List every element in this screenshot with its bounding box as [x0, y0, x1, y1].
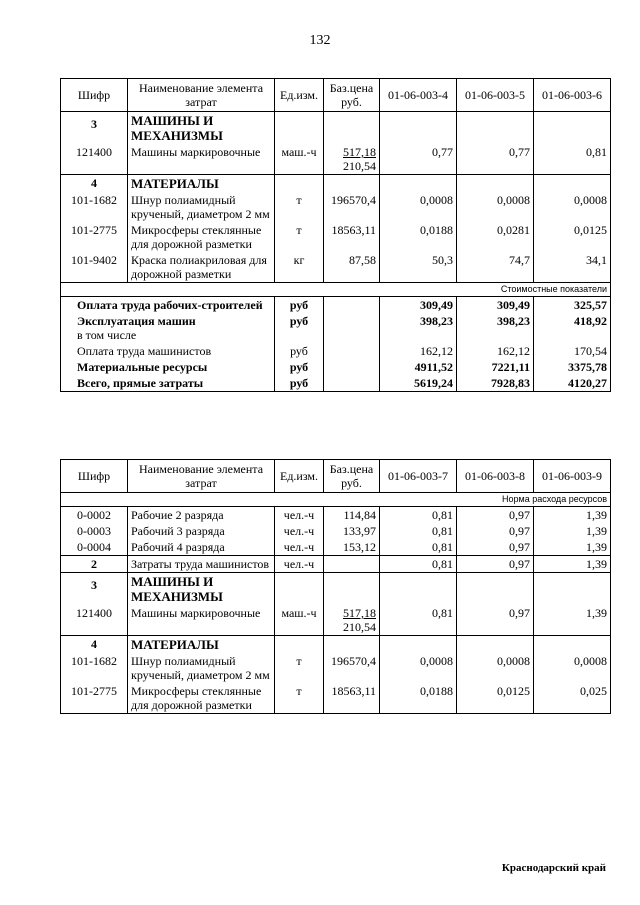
cell-code: 101-1682 — [61, 653, 128, 683]
cost-value: 309,49 — [457, 297, 534, 314]
cost-value: 5619,24 — [380, 375, 457, 392]
cell-name: Рабочий 4 разряда — [128, 539, 275, 556]
cell-value: 0,81 — [380, 556, 457, 573]
cost-value: 418,92 — [534, 313, 611, 343]
cell-unit: т — [275, 683, 324, 714]
table-row — [61, 507, 611, 524]
cell-name: Микросферы стеклянные для дорожной разметки — [128, 222, 275, 252]
header-col-1: 01-06-003-7 — [380, 460, 457, 493]
cost-value: 162,12 — [457, 343, 534, 359]
cost-value: 325,57 — [534, 297, 611, 314]
band-row — [61, 493, 611, 507]
header-base-price: Баз.цена руб. — [324, 79, 380, 112]
cost-row — [61, 297, 611, 314]
cell-unit: чел.-ч — [275, 507, 324, 524]
cell-unit: маш.-ч — [275, 144, 324, 175]
cell-value: 0,0125 — [534, 222, 611, 252]
cell-unit: т — [275, 222, 324, 252]
estimate-table-1 — [60, 78, 611, 392]
header-code: Шифр — [61, 79, 128, 112]
cell-value: 0,81 — [380, 539, 457, 556]
table-row — [61, 556, 611, 573]
cell-code: 101-9402 — [61, 252, 128, 283]
cell-value: 1,39 — [534, 605, 611, 636]
cell-value: 0,77 — [380, 144, 457, 175]
cost-value: 398,23 — [380, 313, 457, 343]
header-col-1: 01-06-003-4 — [380, 79, 457, 112]
table-header-row — [61, 79, 611, 112]
cell-code: 0-0002 — [61, 507, 128, 524]
cell-price: 18563,11 — [324, 683, 380, 714]
header-base-price: Баз.цена руб. — [324, 460, 380, 493]
section-number: 3 — [61, 573, 128, 606]
cost-label-main: Эксплуатация машин — [77, 314, 196, 328]
cell-unit: т — [275, 192, 324, 222]
header-unit: Ед.изм. — [275, 460, 324, 493]
cell-name: Шнур полиамидный крученый, диаметром 2 мм — [128, 192, 275, 222]
cell-value: 0,0281 — [457, 222, 534, 252]
cell-value: 74,7 — [457, 252, 534, 283]
cell-price: 196570,4 — [324, 192, 380, 222]
cost-row — [61, 359, 611, 375]
cell-value: 0,0188 — [380, 683, 457, 714]
cost-value: 3375,78 — [534, 359, 611, 375]
cell-value: 34,1 — [534, 252, 611, 283]
section-number: 4 — [61, 175, 128, 193]
cell-code: 0-0003 — [61, 523, 128, 539]
estimate-table-2 — [60, 459, 611, 714]
cost-value: 398,23 — [457, 313, 534, 343]
section-row — [61, 175, 611, 193]
cost-label-sub: в том числе — [77, 328, 137, 342]
cell-name: Рабочий 3 разряда — [128, 523, 275, 539]
cost-value: 4911,52 — [380, 359, 457, 375]
cell-value: 0,0125 — [457, 683, 534, 714]
cell-price: 87,58 — [324, 252, 380, 283]
cost-value: 4120,27 — [534, 375, 611, 392]
cell-unit: маш.-ч — [275, 605, 324, 636]
section-title: МАШИНЫ И МЕХАНИЗМЫ — [128, 573, 275, 606]
table-row — [61, 192, 611, 222]
price-upper: 517,18 — [343, 606, 376, 620]
cost-label — [61, 313, 275, 343]
cell-name: Рабочие 2 разряда — [128, 507, 275, 524]
price-lower: 210,54 — [343, 159, 376, 173]
cost-unit: руб — [275, 297, 324, 314]
cell-code: 0-0004 — [61, 539, 128, 556]
cell-unit: чел.-ч — [275, 523, 324, 539]
cell-name: Машины маркировочные — [128, 605, 275, 636]
table-row — [61, 222, 611, 252]
cell-price: 114,84 — [324, 507, 380, 524]
cell-unit: т — [275, 653, 324, 683]
cost-row-total — [61, 375, 611, 392]
cell-value: 0,0008 — [534, 653, 611, 683]
cell-value: 0,81 — [380, 507, 457, 524]
cell-name: Шнур полиамидный крученый, диаметром 2 мм — [128, 653, 275, 683]
cell-price — [324, 605, 380, 636]
cell-value: 0,77 — [457, 144, 534, 175]
section-row — [61, 636, 611, 654]
cost-value: 170,54 — [534, 343, 611, 359]
cost-unit: руб — [275, 375, 324, 392]
cost-unit: руб — [275, 343, 324, 359]
cell-value: 0,81 — [380, 523, 457, 539]
table-header-row — [61, 460, 611, 493]
header-col-2: 01-06-003-8 — [457, 460, 534, 493]
cell-code: 121400 — [61, 605, 128, 636]
cell-price — [324, 144, 380, 175]
cell-value: 0,97 — [457, 523, 534, 539]
cost-label: Оплата труда машинистов — [61, 343, 275, 359]
cell-name: Краска полиакриловая для дорожной разметки — [128, 252, 275, 283]
section-number: 3 — [61, 112, 128, 145]
cell-name: Затраты труда машинистов — [128, 556, 275, 573]
cost-label: Всего, прямые затраты — [61, 375, 275, 392]
header-col-3: 01-06-003-9 — [534, 460, 611, 493]
cell-code: 101-2775 — [61, 222, 128, 252]
cell-value: 0,025 — [534, 683, 611, 714]
section-title: МАШИНЫ И МЕХАНИЗМЫ — [128, 112, 275, 145]
cell-value: 1,39 — [534, 507, 611, 524]
cost-unit: руб — [275, 313, 324, 343]
price-upper: 517,18 — [343, 145, 376, 159]
header-name: Наименование элемента затрат — [128, 460, 275, 493]
cell-price: 196570,4 — [324, 653, 380, 683]
section-row — [61, 573, 611, 606]
cell-value: 0,81 — [380, 605, 457, 636]
cell-value: 0,0008 — [457, 192, 534, 222]
cell-value: 0,0008 — [380, 653, 457, 683]
cell-code: 101-1682 — [61, 192, 128, 222]
cell-value: 0,97 — [457, 556, 534, 573]
cell-price: 133,97 — [324, 523, 380, 539]
cell-value: 50,3 — [380, 252, 457, 283]
table-row — [61, 523, 611, 539]
cell-value: 0,0008 — [457, 653, 534, 683]
section-row — [61, 112, 611, 145]
cost-label: Материальные ресурсы — [61, 359, 275, 375]
footer-region: Краснодарский край — [501, 862, 606, 874]
band-label: Норма расхода ресурсов — [61, 493, 611, 507]
band-row — [61, 283, 611, 297]
cell-value: 1,39 — [534, 556, 611, 573]
section-title: МАТЕРИАЛЫ — [128, 175, 275, 193]
price-lower: 210,54 — [343, 620, 376, 634]
table-row — [61, 683, 611, 714]
cost-row — [61, 343, 611, 359]
cell-value: 1,39 — [534, 523, 611, 539]
cost-value: 7221,11 — [457, 359, 534, 375]
cell-price: 153,12 — [324, 539, 380, 556]
cell-price: 18563,11 — [324, 222, 380, 252]
table-row — [61, 539, 611, 556]
table-row — [61, 144, 611, 175]
cell-value: 0,0188 — [380, 222, 457, 252]
cell-name: Машины маркировочные — [128, 144, 275, 175]
cell-code: 121400 — [61, 144, 128, 175]
cost-value: 309,49 — [380, 297, 457, 314]
cost-unit: руб — [275, 359, 324, 375]
cell-value: 0,0008 — [380, 192, 457, 222]
cell-value: 0,81 — [534, 144, 611, 175]
cost-value: 162,12 — [380, 343, 457, 359]
cell-code: 2 — [61, 556, 128, 573]
header-col-2: 01-06-003-5 — [457, 79, 534, 112]
cell-unit: кг — [275, 252, 324, 283]
cell-name: Микросферы стеклянные для дорожной разметки — [128, 683, 275, 714]
cell-unit: чел.-ч — [275, 539, 324, 556]
section-title: МАТЕРИАЛЫ — [128, 636, 275, 654]
header-code: Шифр — [61, 460, 128, 493]
table-row — [61, 252, 611, 283]
section-number: 4 — [61, 636, 128, 654]
table-row — [61, 653, 611, 683]
header-col-3: 01-06-003-6 — [534, 79, 611, 112]
cell-value: 0,0008 — [534, 192, 611, 222]
cell-value: 1,39 — [534, 539, 611, 556]
cost-row — [61, 313, 611, 343]
cost-value: 7928,83 — [457, 375, 534, 392]
header-name: Наименование элемента затрат — [128, 79, 275, 112]
cell-value: 0,97 — [457, 539, 534, 556]
cell-code: 101-2775 — [61, 683, 128, 714]
cell-value: 0,97 — [457, 507, 534, 524]
cost-label: Оплата труда рабочих-строителей — [61, 297, 275, 314]
page-number: 132 — [309, 33, 331, 48]
table-row — [61, 605, 611, 636]
header-unit: Ед.изм. — [275, 79, 324, 112]
band-label: Стоимостные показатели — [61, 283, 611, 297]
cell-unit: чел.-ч — [275, 556, 324, 573]
cell-value: 0,97 — [457, 605, 534, 636]
